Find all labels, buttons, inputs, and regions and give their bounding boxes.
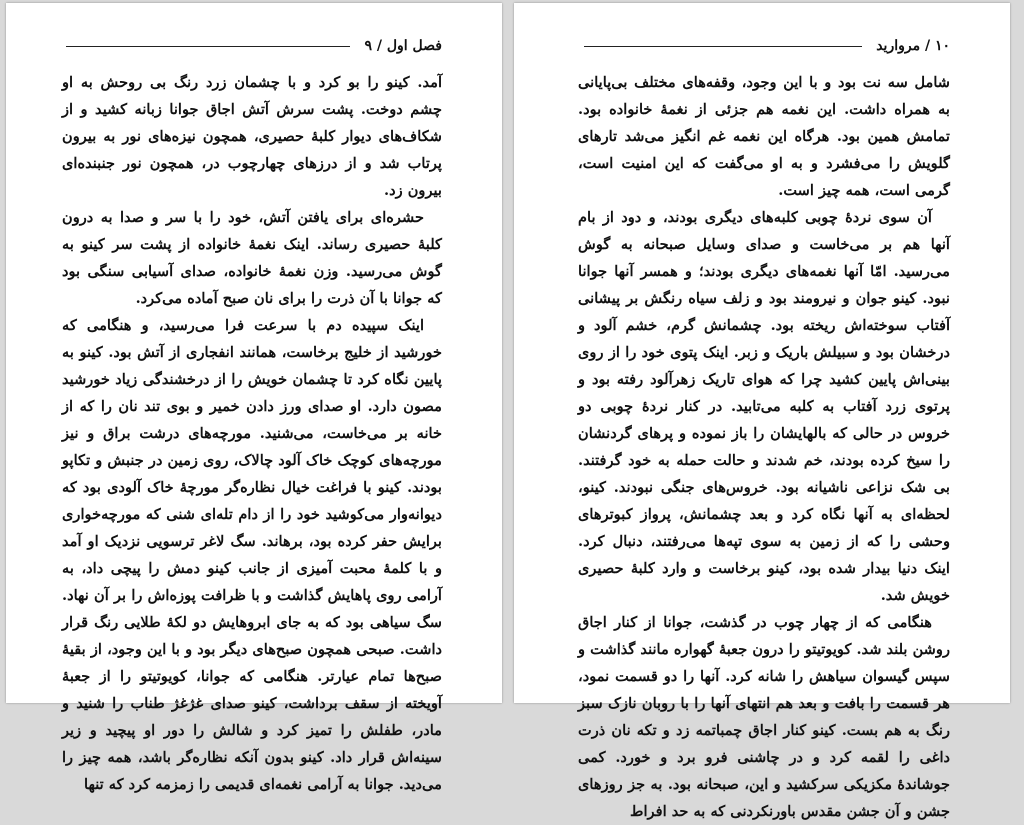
paragraph: شامل سه نت بود و با این وجود، وقفه‌های مختلف بی‌پایانی به همراه داشت. این نغمه هم جزئی از نغمهٔ خانواده بود. تمامش همین بود. هرگاه این نغمه غم انگیز می‌شد تارهای گلویش را می‌فشرد و به او می‌گفت که این امنیت است، گرمی است، همه چیز است. [578, 74, 950, 199]
paragraph: آن سوی نردهٔ چوبی کلبه‌های دیگری بودند، و دود از بام آنها هم بر می‌خاست و صدای وسایل صبحانه به گوش می‌رسید. امّا آنها نغمه‌های دیگری بودند؛ و همسر آنها جوانا نبود. کینو جوان و نیرومند بود و زلف سیاه رنگش بر پیشانی آفتاب سوخته‌اش ریخته بود. چشمانش گرم، خشم آلود و درخشان بود و سبیلش باریک و زبر. اینک پتوی خود را از روی بینی‌اش پایین کشید چرا که هوای تاریک زهرآلود رفته بود و پرتوی زرد آفتاب به کلبه می‌تابید. در کنار نردهٔ چوبی دو خروس در حالی که بالهایشان را باز نموده و پرهای گردنشان را سیخ کرده بودند، خم شدند و حالت حمله به خود گرفتند. بی شک نزاعی ناشیانه بود. خروس‌های جنگی نبودند. کینو، لحظه‌ای به آنها نگاه کرد و بعد چشمانش، پرواز کبوترهای وحشی را که از زمین به سوی تپه‌ها می‌رفتند، دنبال کرد. اینک دنیا بیدار شده بود، کینو برخاست و وارد کلبهٔ حصیری خویش شد. [578, 209, 950, 604]
right-page-header [584, 35, 950, 57]
paragraph: اینک سپیده دم با سرعت فرا می‌رسید، و هنگامی که خورشید از خلیج برخاست، همانند انفجاری از آتش بود. کینو به پایین نگاه کرد تا چشمان خویش را از درخشندگی زیاد خورشید مصون دارد. او صدای ورز دادن خمیر و بوی تند نان را که از خانه بر می‌خاست، می‌شنید. مورچه‌های درشت براق و نیز مورچه‌های کوچک خاک آلود چالاک، روی زمین در جنبش و تکاپو بودند. کینو با فراغت خیال نظاره‌گر مورچهٔ خاک آلودی بود که دیوانه‌وار می‌کوشید خود را از دام تله‌ای شنی که مورچه‌خواری برایش حفر کرده بود، برهاند. سگ لاغر ترسویی نزدیک او آمد و با کلمهٔ محبت آمیزی از جانب کینو دمش را پیچی داد، به آرامی روی پاهایش گذاشت و با ظرافت پوزه‌اش را بر آن نهاد. سگ سیاهی بود که به جای ابروهایش دو لکهٔ طلایی رنگ قرار داشت. صبحی همچون صبح‌های دیگر بود و با این وجود، از بقیهٔ صبح‌ها تمام عیارتر. هنگامی که جوانا، کویوتیتو را از جعبهٔ آویخته از سقف برداشت، کینو صدای غژغژ طناب را شنید و مادر، طفلش را تمیز کرد و شالش را دور او پیچید و زیر سینه‌اش قرار داد. کینو بدون آنکه نظاره‌گر باشد، همه چیز را می‌دید. جوانا به آرامی نغمه‌ای قدیمی را زمزمه کرد که تنها [62, 317, 442, 793]
paragraph: آمد. کینو را بو کرد و با چشمان زرد رنگ بی روحش به او چشم دوخت. پشت سرش آتش اجاق جوانا زبانه کشید و از شکاف‌های دیوار کلبهٔ حصیری، همچون نیزه‌های نور به بیرون پرتاب شد و از درزهای چهارچوب در، همچون نور جنبنده‌ای بیرون زد. [62, 74, 442, 199]
left-page-header-text: فصل اول / ۹ [364, 38, 442, 54]
paragraph: حشره‌ای برای یافتن آتش، خود را با سر و صدا به درون کلبهٔ حصیری رساند. اینک نغمهٔ خانواده از پشت سر کینو به گوش می‌رسید. وزن نغمهٔ خانواده، صدای آسیابی سنگی بود که جوانا با آن ذرت را برای نان صبح آماده می‌کرد. [62, 209, 442, 307]
header-rule [584, 46, 862, 47]
right-page-header-text: ۱۰ / مروارید [876, 38, 950, 54]
paragraph: هنگامی که از چهار چوب در گذشت، جوانا از کنار اجاق روشن بلند شد. کویوتیتو را درون جعبهٔ گهواره مانند گذاشت و سپس گیسوان سیاهش را شانه کرد. آنها را دو قسمت نمود، هر قسمت را بافت و بعد هم انتهای آنها را با روبان نازک سبز رنگ به هم بست. کینو کنار اجاق چمباتمه زد و تکه نان ذرت داغی را لقمه کرد و در چاشنی فرو برد و خورد. کمی جوشاندهٔ مکزیکی سرکشید و این، صبحانه بود. به جز روزهای جشن و آن جشن مقدس باورنکردنی که به حد افراط [578, 614, 950, 820]
left-page-header [66, 35, 442, 57]
left-page [6, 3, 502, 793]
right-page [514, 3, 1010, 820]
left-page-body [62, 69, 442, 798]
header-rule [66, 46, 350, 47]
right-page-body [578, 69, 950, 825]
